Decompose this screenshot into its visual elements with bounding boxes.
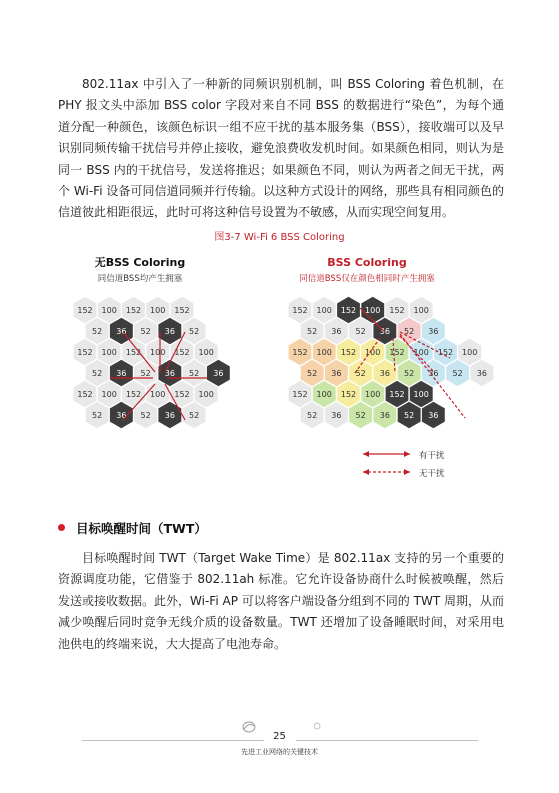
hex-channel-label: 52 — [189, 369, 200, 378]
hex-channel-label: 52 — [307, 369, 318, 378]
hex-channel-label: 52 — [307, 411, 318, 420]
hex-channel-label: 152 — [125, 348, 142, 357]
hex-channel-label: 52 — [92, 327, 103, 336]
hex-channel-label: 152 — [292, 390, 308, 399]
hex-channel-label: 100 — [365, 306, 381, 315]
hex-channel-label: 152 — [174, 348, 190, 357]
arrow-left-icon — [363, 469, 369, 475]
hex-channel-label: 100 — [150, 348, 166, 357]
hex-channel-label: 100 — [150, 390, 166, 399]
hex-channel-label: 36 — [164, 411, 175, 420]
hex-channel-label: 152 — [389, 390, 405, 399]
hex-channel-label: 36 — [476, 369, 487, 378]
hex-channel-label: 52 — [404, 327, 415, 336]
hex-channel-label: 52 — [92, 369, 103, 378]
hex-channel-label: 52 — [92, 411, 103, 420]
hex-channel-label: 152 — [125, 390, 142, 399]
hex-channel-label: 36 — [379, 411, 390, 420]
hex-channel-label: 36 — [428, 369, 439, 378]
hex-channel-label: 36 — [379, 369, 390, 378]
hex-channel-label: 36 — [379, 327, 390, 336]
hex-channel-label: 100 — [365, 348, 381, 357]
hex-channel-label: 152 — [174, 390, 190, 399]
hex-channel-label: 152 — [77, 306, 93, 315]
hex-channel-label: 36 — [213, 369, 224, 378]
bullet-icon — [58, 524, 65, 531]
hex-channel-label: 52 — [355, 327, 366, 336]
hex-channel-label: 52 — [355, 411, 366, 420]
hex-channel-label: 100 — [462, 348, 478, 357]
hex-channel-label: 152 — [389, 348, 405, 357]
hex-channel-label: 152 — [77, 348, 93, 357]
hex-channel-label: 100 — [316, 306, 332, 315]
hex-channel-label: 36 — [428, 327, 439, 336]
hex-channel-label: 100 — [316, 390, 332, 399]
right-diagram-title: BSS Coloring — [327, 256, 407, 269]
right-diagram-subtitle: 同信道BSS仅在颜色相同时产生拥塞 — [299, 274, 435, 284]
section-title-twt: 目标唤醒时间（TWT） — [76, 521, 207, 536]
hex-channel-label: 36 — [428, 411, 439, 420]
hex-channel-label: 100 — [101, 348, 117, 357]
hex-channel-label: 152 — [292, 306, 308, 315]
hex-channel-label: 36 — [331, 369, 342, 378]
left-diagram-subtitle: 同信道BSS均产生拥塞 — [97, 274, 183, 284]
hex-channel-label: 152 — [125, 306, 142, 315]
legend-interference-label: 有干扰 — [419, 451, 445, 461]
hex-channel-label: 100 — [365, 390, 381, 399]
hex-channel-label: 36 — [164, 327, 175, 336]
left-diagram-title: 无BSS Coloring — [94, 256, 186, 269]
hex-channel-label: 152 — [340, 306, 357, 315]
hex-channel-label: 100 — [101, 306, 117, 315]
arrow-right-icon — [404, 451, 410, 457]
page-number: 25 — [273, 731, 286, 742]
arrow-left-icon — [363, 451, 369, 457]
hex-channel-label: 152 — [340, 390, 357, 399]
legend-no-interference-label: 无干扰 — [419, 469, 445, 478]
left-hex-grid — [74, 297, 230, 428]
right-hex-grid — [289, 297, 494, 428]
hex-channel-label: 100 — [413, 390, 429, 399]
hex-channel-label: 100 — [150, 306, 166, 315]
hex-channel-label: 52 — [189, 411, 200, 420]
footer-text: 先进工业网络的关键技术 — [241, 748, 318, 756]
paragraph-bss-coloring: 802.11ax 中引入了一种新的同频识别机制，叫 BSS Coloring 着色机制，在 PHY 报文头中添加 BSS color 字段对来自不同 BSS 的数据进行“染色”，为每个通道分配一种颜色，该颜色标识一组不应干扰的基本服务集（BSS），接收端可以及早识别同频传输干扰信号并停止接收，避免浪费收发机时间。如果颜色相同，则认为是同一 BSS 内的干扰信号，发送将推迟；如果颜色不同，则认为两者之间无干扰，两个 Wi-Fi 设备可同信道同频并行传输。以这种方式设计的网络，那些具有相同颜色的信道彼此相距很远，此时可将这种信号设置为不敏感，从而实现空间复用。 — [58, 77, 504, 220]
hex-channel-label: 100 — [413, 348, 429, 357]
hex-channel-label: 152 — [340, 348, 357, 357]
hex-channel-label: 52 — [404, 369, 415, 378]
hex-channel-label: 100 — [198, 348, 214, 357]
hex-channel-label: 52 — [140, 369, 151, 378]
hex-channel-label: 36 — [331, 327, 342, 336]
hex-channel-label: 100 — [198, 390, 214, 399]
hex-channel-label: 52 — [404, 411, 415, 420]
hex-channel-label: 52 — [452, 369, 463, 378]
hex-channel-label: 52 — [355, 369, 366, 378]
hex-channel-label: 100 — [316, 348, 332, 357]
hex-channel-label: 36 — [116, 369, 127, 378]
hex-channel-label: 100 — [413, 306, 429, 315]
hex-channel-label: 152 — [437, 348, 454, 357]
hex-channel-label: 52 — [189, 327, 200, 336]
hex-channel-label: 36 — [331, 411, 342, 420]
hex-channel-label: 52 — [140, 411, 151, 420]
hex-channel-label: 152 — [389, 306, 405, 315]
hex-channel-label: 36 — [116, 411, 127, 420]
arrow-right-icon — [404, 469, 410, 475]
hex-channel-label: 152 — [77, 390, 93, 399]
paragraph-twt: 目标唤醒时间 TWT（Target Wake Time）是 802.11ax 支持的另一个重要的资源调度功能，它借鉴于 802.11ah 标准。它允许设备协商什么时候被唤醒，然后发送或接收数据。此外，Wi-Fi AP 可以将客户端设备分组到不同的 TWT 周期，从而减少唤醒后同时竞争无线介质的设备数量。TWT 还增加了设备睡眠时间，对采用电池供电的终端来说，大大提高了电池寿命。 — [58, 551, 504, 651]
figure-caption: 图3-7 Wi-Fi 6 BSS Coloring — [214, 232, 345, 243]
legend — [363, 450, 445, 478]
hex-channel-label: 52 — [307, 327, 318, 336]
hex-channel-label: 100 — [101, 390, 117, 399]
hex-channel-label: 152 — [292, 348, 308, 357]
hex-channel-label: 36 — [164, 369, 175, 378]
hex-channel-label: 152 — [174, 306, 190, 315]
hex-channel-label: 36 — [116, 327, 127, 336]
bss-coloring-diagram — [55, 248, 505, 478]
hex-channel-label: 52 — [140, 327, 151, 336]
